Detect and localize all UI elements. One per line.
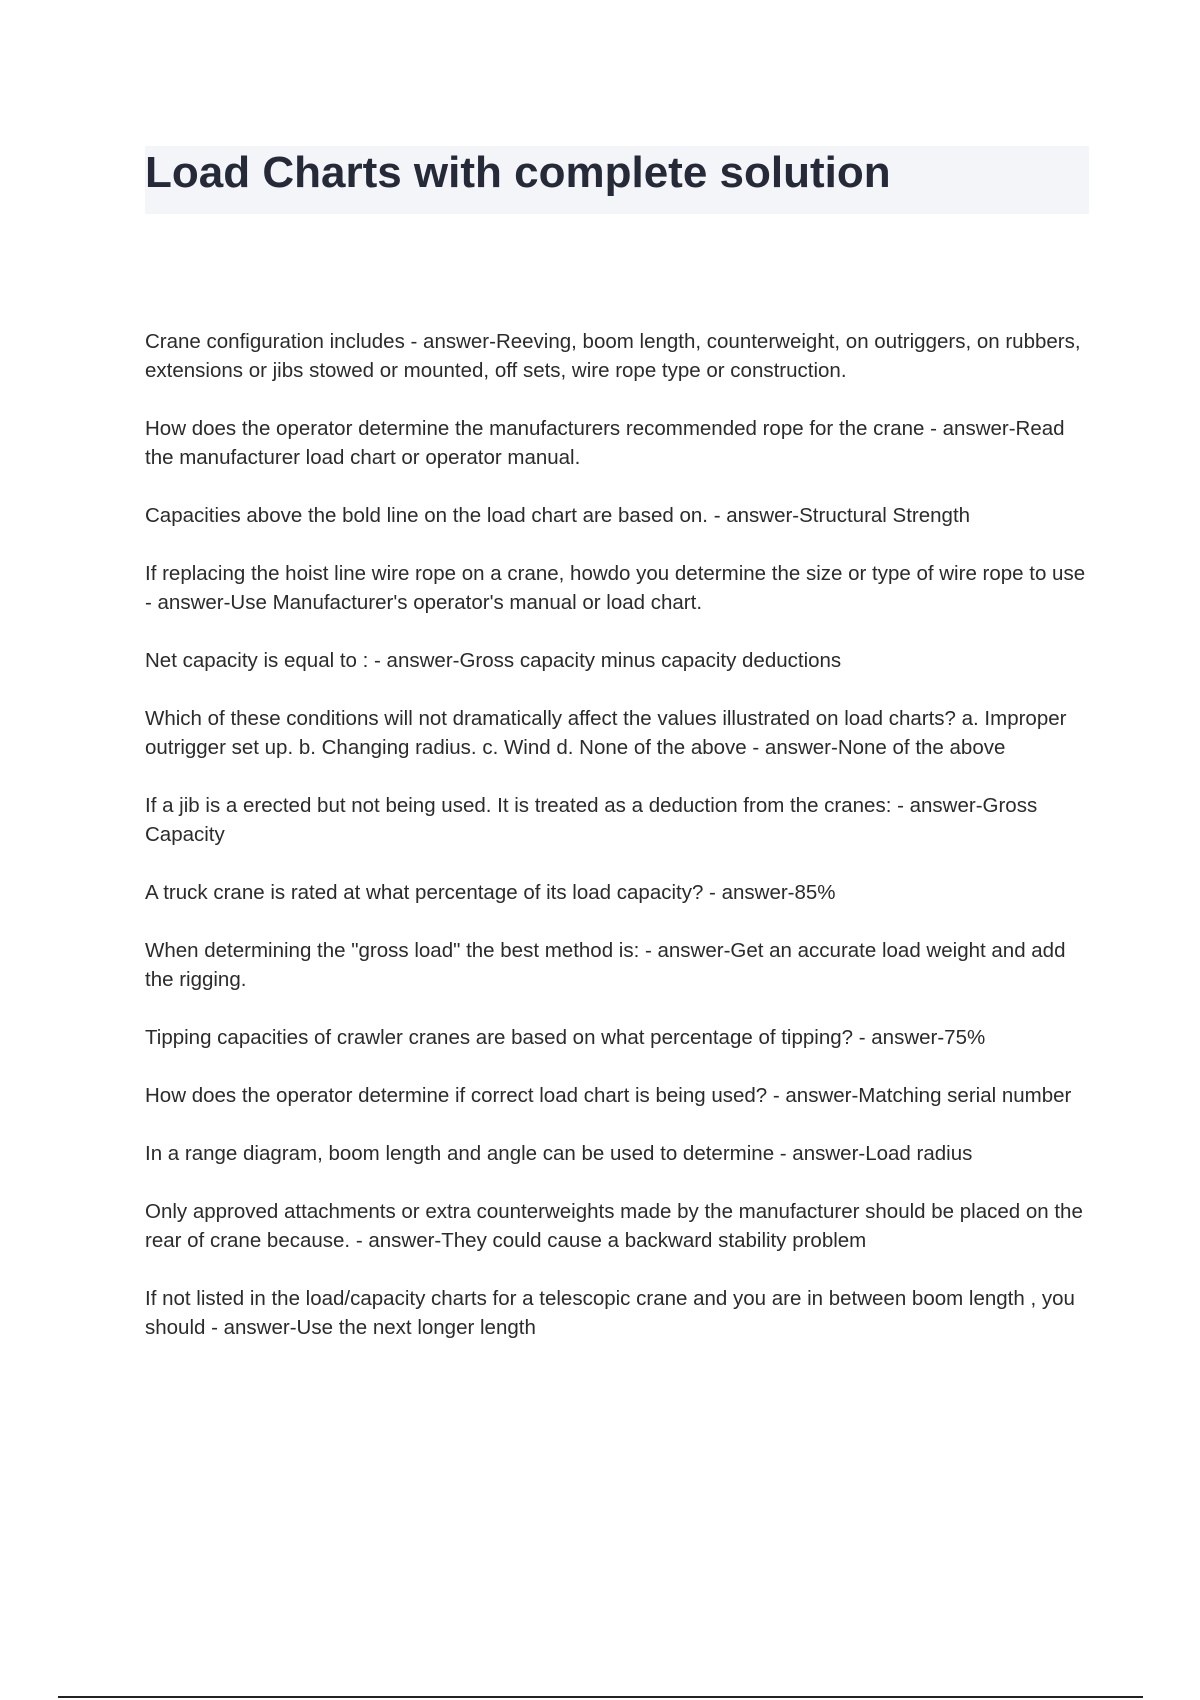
qa-list bbox=[145, 327, 1095, 1371]
qa-item: How does the operator determine the manufacturers recommended rope for the crane - answer-Read the manufacturer load chart or operator manual. bbox=[145, 417, 1065, 469]
qa-item: If not listed in the load/capacity charts for a telescopic crane and you are in between boom length , you should - answer-Use the next longer length bbox=[145, 1287, 1075, 1339]
qa-item: Only approved attachments or extra counterweights made by the manufacturer should be placed on the rear of crane because. - answer-They could cause a backward stability problem bbox=[145, 1200, 1083, 1252]
qa-item: If a jib is a erected but not being used. It is treated as a deduction from the cranes: - answer-Gross Capacity bbox=[145, 794, 1038, 846]
qa-item: Capacities above the bold line on the load chart are based on. - answer-Structural Strength bbox=[145, 504, 971, 527]
qa-item: How does the operator determine if correct load chart is being used? - answer-Matching serial number bbox=[145, 1084, 1072, 1107]
qa-item: A truck crane is rated at what percentage of its load capacity? - answer-85% bbox=[145, 881, 836, 904]
qa-item: When determining the "gross load" the best method is: - answer-Get an accurate load weight and add the rigging. bbox=[145, 939, 1066, 991]
qa-item: If replacing the hoist line wire rope on a crane, howdo you determine the size or type of wire rope to use - answer-Use Manufacturer's operator's manual or load chart. bbox=[145, 562, 1086, 614]
qa-item: Tipping capacities of crawler cranes are based on what percentage of tipping? - answer-75% bbox=[145, 1026, 986, 1049]
title-band bbox=[145, 146, 1089, 214]
qa-item: Net capacity is equal to : - answer-Gross capacity minus capacity deductions bbox=[145, 649, 842, 672]
page-title: Load Charts with complete solution bbox=[145, 148, 891, 197]
qa-item: In a range diagram, boom length and angle can be used to determine - answer-Load radius bbox=[145, 1142, 973, 1165]
footer-divider bbox=[58, 1696, 1143, 1698]
qa-item: Crane configuration includes - answer-Reeving, boom length, counterweight, on outriggers, on rubbers, extensions or jibs stowed or mounted, off sets, wire rope type or construction. bbox=[145, 330, 1081, 382]
qa-item: Which of these conditions will not dramatically affect the values illustrated on load charts? a. Improper outrigger set up. b. Changing radius. c. Wind d. None of the above - answer-None of the above bbox=[145, 707, 1067, 759]
